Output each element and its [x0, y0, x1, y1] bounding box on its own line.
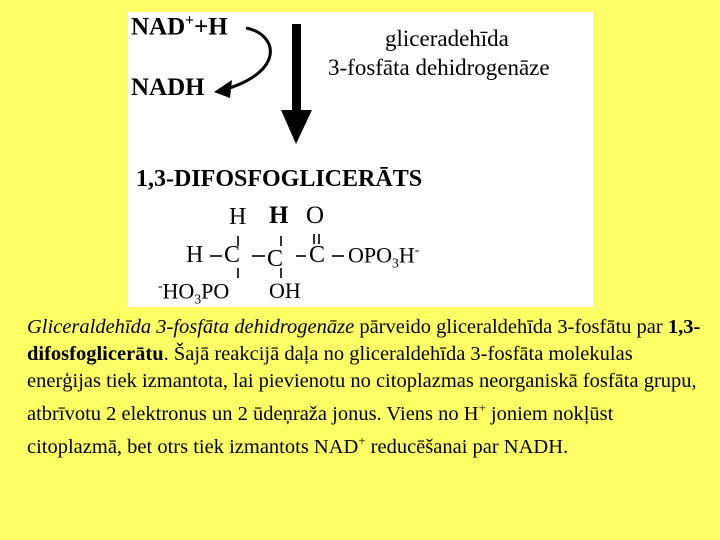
compound-name: 1,3-DIFOSFOGLICERĀTS: [136, 166, 423, 192]
body-text-4: reducēšanai par NADH.: [365, 435, 569, 458]
atom-h-top-1: H: [229, 204, 247, 230]
reaction-diagram: [128, 12, 593, 307]
enzyme-label-line2: 3-fosfāta dehidrogenāze: [328, 55, 550, 80]
atom-o-top: O: [306, 202, 325, 229]
atom-c1: C: [224, 242, 241, 268]
main-arrow-head: [281, 110, 312, 144]
enzyme-label-line1: gliceradehīda: [385, 26, 509, 51]
atom-h-left: H: [186, 242, 204, 268]
body-text-3: joniem nokļūst citoplazmā, bet otrs tiek izmantots NAD: [27, 402, 614, 458]
h-plus-sup: +: [478, 401, 486, 415]
description-paragraph: [27, 314, 707, 461]
nadh-label: NADH: [131, 74, 205, 101]
nad-plus-sup: +: [358, 433, 366, 448]
enzyme-name-italic: Gliceraldehīda 3-fosfāta dehidrogenāze: [27, 316, 355, 338]
nad-plus-h-label: NAD++H: [131, 12, 228, 41]
oh-group: OH: [269, 278, 301, 303]
opo3h-group: $OPO_3H^-$: [348, 242, 420, 271]
atom-c3: C: [309, 242, 326, 268]
body-text-1: pārveido gliceraldehīda 3-fosfātu par: [354, 316, 668, 338]
atom-c2: C: [267, 246, 284, 272]
product-name-bold: 1,3-difosfoglicerātu: [27, 316, 701, 365]
cofactor-arrowhead: [214, 80, 232, 98]
cofactor-curved-arrow: [223, 28, 270, 90]
body-text-2: . Šajā reakcijā daļa no gliceraldehīda 3-fosfāta molekulas enerģijas tiek izmantota, lai pievienotu no citoplazmas neorganiskā fosfāta grupu, atbrīvotu 2 elektronus un 2 ūdeņraža jonus. Viens no H: [27, 343, 697, 425]
atom-h-top-2: H: [269, 202, 289, 229]
ho3po-group: $^-HO_3PO$: [158, 278, 230, 307]
